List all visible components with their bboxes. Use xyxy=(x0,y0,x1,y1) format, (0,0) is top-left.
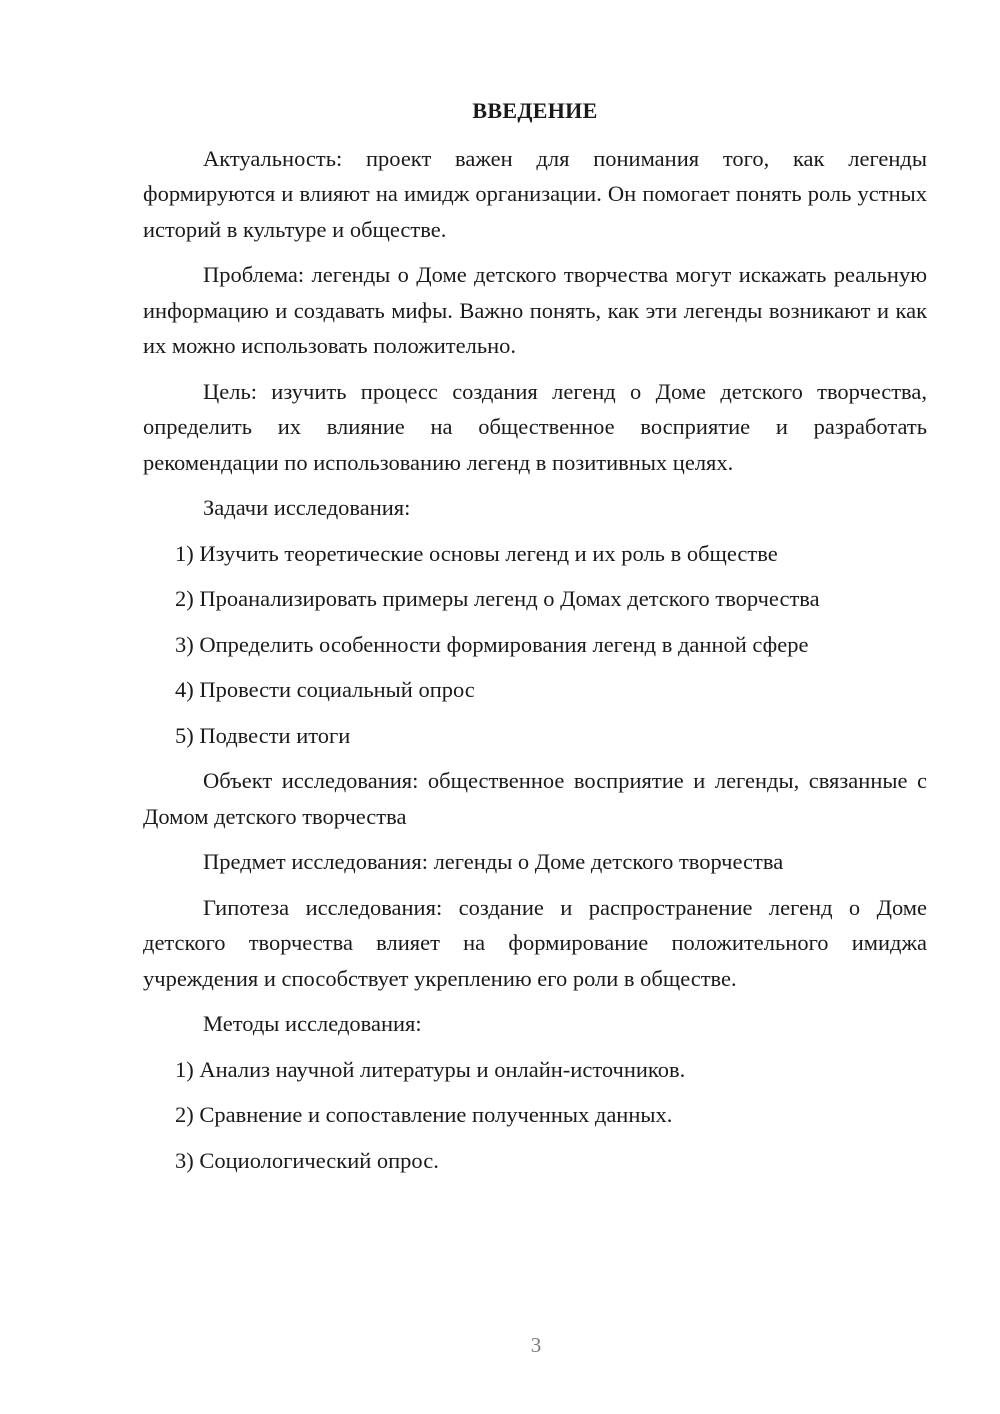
methods-list xyxy=(143,1052,927,1179)
task-item: 4) Провести социальный опрос xyxy=(175,677,475,702)
task-item: 2) Проанализировать примеры легенд о Домах детского творчества xyxy=(175,586,820,611)
task-item: 3) Определить особенности формирования легенд в данной сфере xyxy=(175,631,809,657)
methods-label: Методы исследования: xyxy=(203,1011,422,1036)
method-item: 2) Сравнение и сопоставление полученных данных. xyxy=(175,1102,673,1127)
goal-paragraph: Цель: изучить процесс создания легенд о Доме детского творчества, определить их влияние на общественное восприятие и разработать рекомендации по использованию легенд в позитивных целях. xyxy=(143,378,927,475)
task-item: 5) Подвести итоги xyxy=(175,722,351,748)
tasks-list xyxy=(143,536,927,754)
page-content xyxy=(143,93,927,1188)
task-item: 1) Изучить теоретические основы легенд и их роль в обществе xyxy=(175,540,778,566)
method-item: 3) Социологический опрос. xyxy=(175,1147,439,1173)
relevance-paragraph: Актуальность: проект важен для понимания того, как легенды формируются и влияют на имидж организации. Он помогает понять роль устных историй в культуре и обществе. xyxy=(143,145,927,242)
method-item: 1) Анализ научной литературы и онлайн-источников. xyxy=(175,1056,686,1082)
section-heading: ВВЕДЕНИЕ xyxy=(472,98,598,123)
hypothesis-paragraph: Гипотеза исследования: создание и распространение легенд о Доме детского творчества влияет на формирование положительного имиджа учреждения и способствует укреплению его роли в обществе. xyxy=(143,894,927,991)
page-number: 3 xyxy=(530,1333,542,1357)
tasks-label: Задачи исследования: xyxy=(203,495,411,520)
subject-paragraph: Предмет исследования: легенды о Доме детского творчества xyxy=(203,849,784,874)
object-paragraph: Объект исследования: общественное восприятие и легенды, связанные с Домом детского творчества xyxy=(143,768,927,829)
problem-paragraph: Проблема: легенды о Доме детского творчества могут искажать реальную информацию и создавать мифы. Важно понять, как эти легенды возникают и как их можно использовать положительно. xyxy=(143,262,927,358)
